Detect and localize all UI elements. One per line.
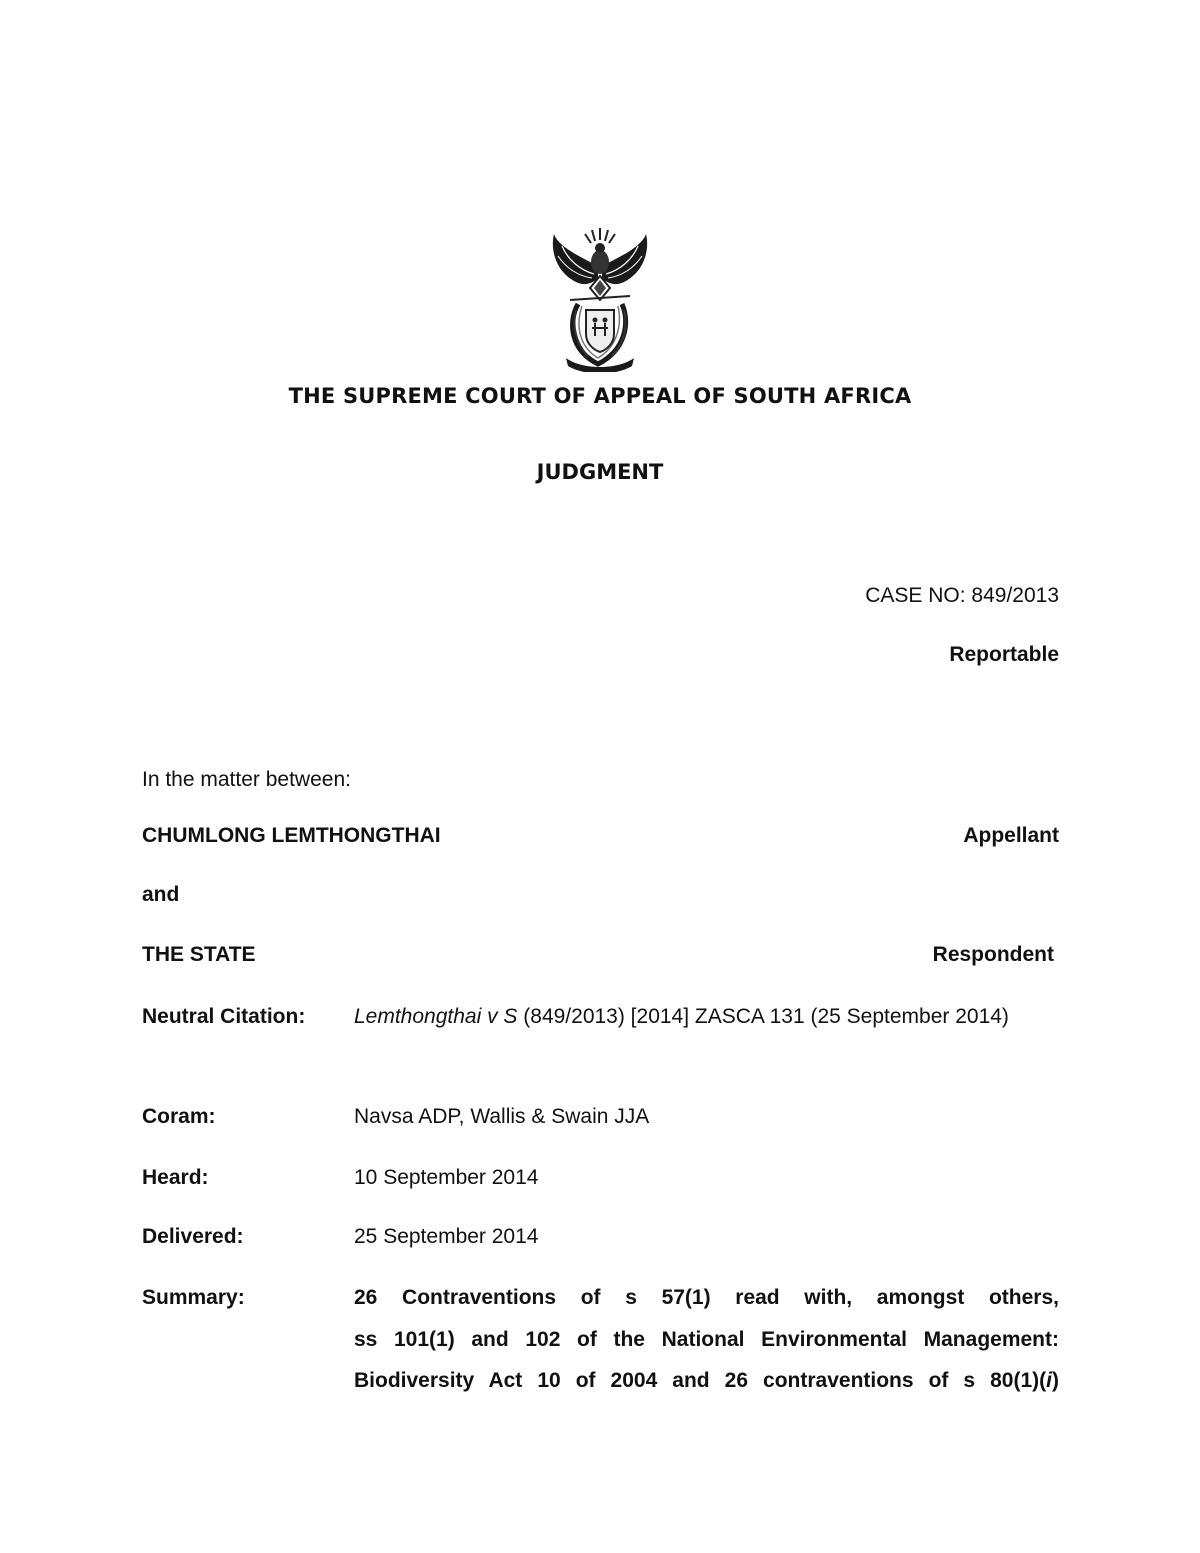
delivered-label: Delivered:: [142, 1225, 244, 1248]
document-type: JUDGMENT: [536, 460, 664, 484]
citation-value: [354, 996, 1059, 1037]
court-name: THE SUPREME COURT OF APPEAL OF SOUTH AFRICA: [288, 384, 912, 408]
respondent-role: Respondent: [932, 943, 1054, 966]
respondent-name: THE STATE: [142, 943, 256, 966]
heard-value: 10 September 2014: [354, 1166, 539, 1189]
coram-label: Coram:: [142, 1105, 216, 1128]
citation-label: Neutral Citation:: [142, 1005, 306, 1028]
heard-label: Heard:: [142, 1166, 209, 1189]
coram-value: Navsa ADP, Wallis & Swain JJA: [354, 1105, 650, 1128]
respondent-row: [142, 943, 1054, 967]
summary-line-italic: i: [1046, 1369, 1052, 1392]
summary-line: 26 Contraventions of s 57(1) read with, amongst others,: [354, 1286, 1059, 1309]
summary-line: ss 101(1) and 102 of the National Environmental Management:: [354, 1327, 1059, 1351]
appellant-row: [142, 824, 1059, 848]
case-number: CASE NO: 849/2013: [865, 584, 1059, 607]
summary-text: [354, 1277, 1059, 1402]
coat-of-arms-icon: [548, 226, 652, 372]
summary-label: Summary:: [142, 1286, 245, 1309]
citation-case-name: Lemthongthai v S: [354, 1005, 518, 1028]
summary-line-text: Biodiversity Act 10 of 2004 and 26 contraventions of s 80(1)(: [354, 1369, 1047, 1392]
matter-intro: In the matter between:: [142, 768, 351, 791]
delivered-value: 25 September 2014: [354, 1225, 539, 1248]
citation-rest: (849/2013) [2014] ZASCA 131 (25 September 2014): [517, 1005, 1009, 1028]
appellant-name: CHUMLONG LEMTHONGTHAI: [142, 824, 441, 847]
party-conjunction: and: [142, 883, 180, 906]
summary-line-text: ): [1052, 1369, 1059, 1392]
appellant-role: Appellant: [963, 824, 1059, 847]
summary-line: [354, 1360, 1059, 1402]
reportable-label: Reportable: [949, 643, 1059, 666]
